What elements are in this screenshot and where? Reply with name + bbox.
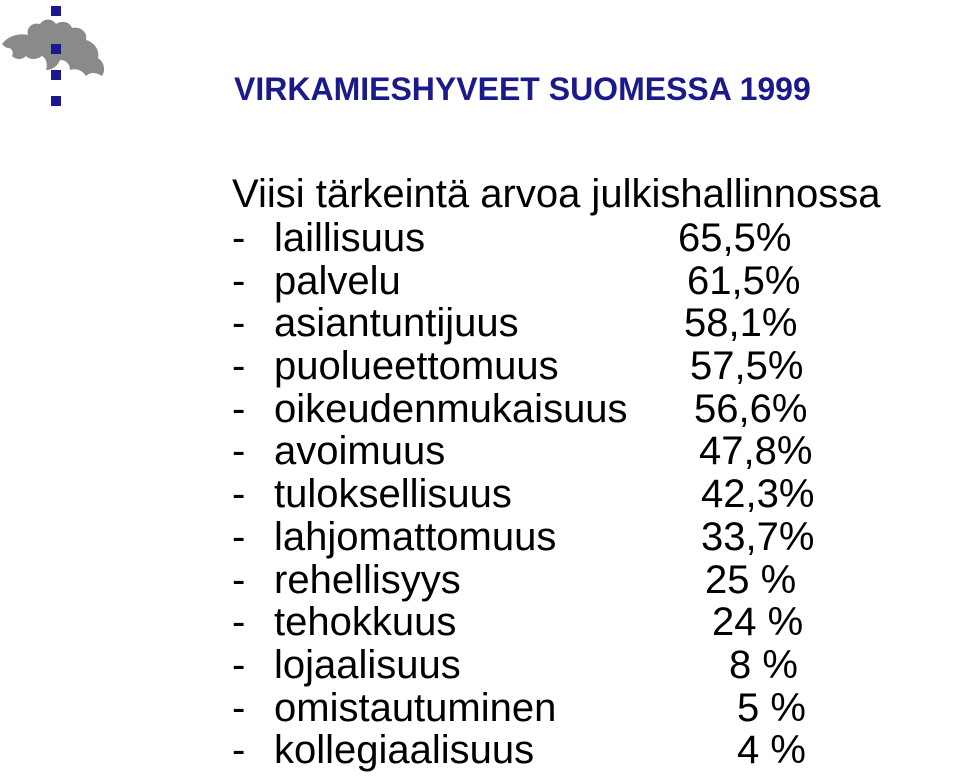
list-bullet: -	[232, 642, 246, 687]
list-bullet: -	[232, 600, 246, 645]
logo-square-3	[51, 70, 61, 80]
value-label: puolueettomuus	[274, 344, 559, 389]
list-item	[232, 428, 832, 474]
flame-emblem-icon	[0, 0, 115, 110]
list-item	[232, 514, 832, 557]
list-item	[232, 557, 832, 600]
logo-square-1	[51, 6, 61, 16]
value-list	[232, 215, 832, 773]
value-label: rehellisyys	[274, 557, 461, 602]
list-bullet: -	[232, 301, 246, 346]
list-heading: Viisi tärkeintä arvoa julkishallinnossa	[232, 172, 881, 216]
list-bullet: -	[232, 728, 246, 773]
value-label: asiantuntijuus	[274, 301, 519, 346]
value-percent: 42,3%	[701, 472, 815, 517]
value-percent: 4 %	[737, 728, 806, 773]
value-label: omistautuminen	[274, 685, 557, 730]
list-bullet: -	[232, 472, 246, 517]
list-bullet: -	[232, 514, 246, 559]
list-item	[232, 300, 832, 346]
list-item	[232, 685, 832, 728]
value-percent: 24 %	[712, 600, 804, 645]
list-bullet: -	[232, 386, 246, 431]
value-percent: 61,5%	[687, 258, 801, 303]
list-item	[232, 642, 832, 685]
value-percent: 47,8%	[699, 429, 813, 474]
value-label: avoimuus	[274, 429, 446, 474]
logo-square-4	[51, 96, 61, 106]
list-bullet: -	[232, 429, 246, 474]
value-percent: 57,5%	[690, 344, 804, 389]
logo-square-2	[51, 44, 61, 54]
value-percent: 8 %	[729, 642, 798, 687]
value-percent: 5 %	[737, 685, 806, 730]
page-title: VIRKAMIESHYVEET SUOMESSA 1999	[234, 71, 811, 107]
list-item	[232, 343, 832, 389]
value-label: oikeudenmukaisuus	[274, 386, 628, 431]
value-label: palvelu	[274, 258, 401, 303]
value-percent: 58,1%	[684, 301, 798, 346]
value-percent: 25 %	[705, 557, 797, 602]
value-label: lojaalisuus	[274, 642, 461, 687]
list-item	[232, 258, 832, 301]
list-bullet: -	[232, 557, 246, 602]
list-bullet: -	[232, 216, 246, 260]
value-label: laillisuus	[274, 216, 426, 260]
list-bullet: -	[232, 685, 246, 730]
list-item	[232, 727, 832, 773]
value-percent: 65,5%	[678, 216, 792, 260]
list-item	[232, 471, 832, 517]
value-label: kollegiaalisuus	[274, 728, 535, 773]
list-item	[232, 215, 832, 258]
value-label: tehokkuus	[274, 600, 457, 645]
value-label: lahjomattomuus	[274, 514, 557, 559]
value-label: tuloksellisuus	[274, 472, 512, 517]
list-item	[232, 599, 832, 645]
value-percent: 33,7%	[701, 514, 815, 559]
list-bullet: -	[232, 344, 246, 389]
value-percent: 56,6%	[694, 386, 808, 431]
list-bullet: -	[232, 258, 246, 303]
list-item	[232, 386, 832, 429]
